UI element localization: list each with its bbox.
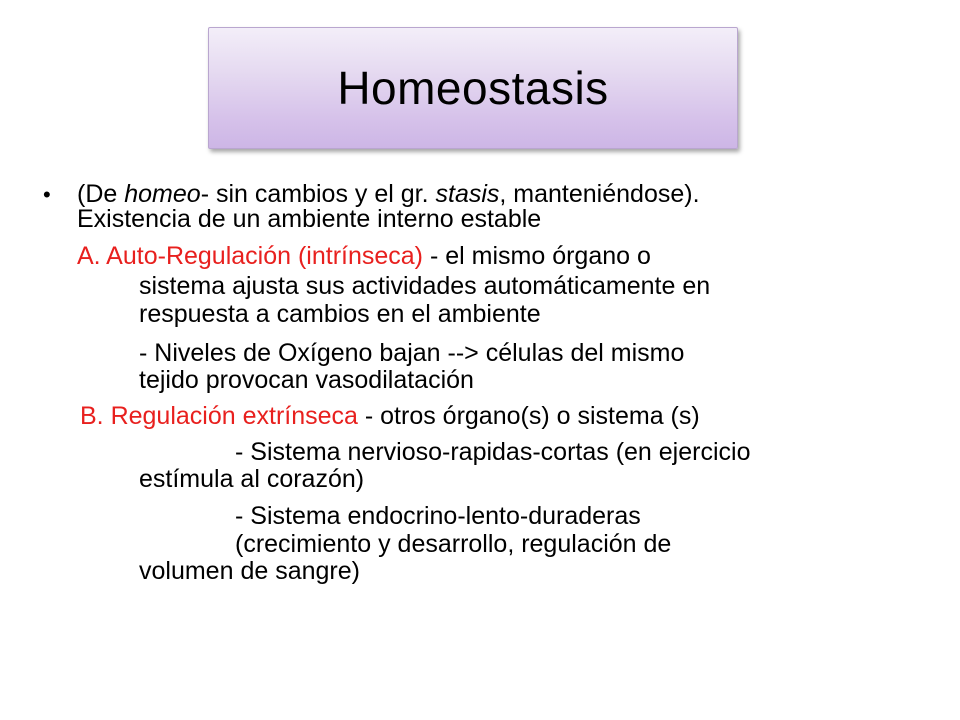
section-b-line-3: estímula al corazón) [139,465,365,493]
intro-text: , manteniéndose). [499,180,700,208]
intro-text: (De [77,180,125,208]
section-a-line-3: respuesta a cambios en el ambiente [139,300,541,328]
section-b-text: - otros órgano(s) o sistema (s) [357,402,700,430]
slide-title: Homeostasis [337,62,609,114]
section-b-line-2: - Sistema nervioso-rapidas-cortas (en ejercicio [235,438,751,466]
section-a-line-2: sistema ajusta sus actividades automáticamente en [139,272,711,300]
section-a-line-4: - Niveles de Oxígeno bajan --> células del mismo [139,339,685,367]
section-a-text: - el mismo órgano o [423,242,651,270]
section-a-line-1 [77,242,651,271]
section-a-heading: A. Auto-Regulación (intrínseca) [77,242,424,270]
section-b-heading: B. Regulación extrínseca [80,402,358,430]
intro-term-stasis: stasis [435,180,500,208]
section-b-line-1 [80,402,700,431]
intro-text: - sin cambios y el gr. [200,180,436,208]
section-a-line-5: tejido provocan vasodilatación [139,366,474,394]
intro-line-2: Existencia de un ambiente interno estable [77,205,542,233]
section-b-line-6: volumen de sangre) [139,557,360,585]
section-b-line-5: (crecimiento y desarrollo, regulación de [235,530,672,558]
bullet-marker: • [43,182,51,207]
section-b-line-4: - Sistema endocrino-lento-duraderas [235,502,641,530]
intro-term-homeo: homeo [124,180,201,208]
